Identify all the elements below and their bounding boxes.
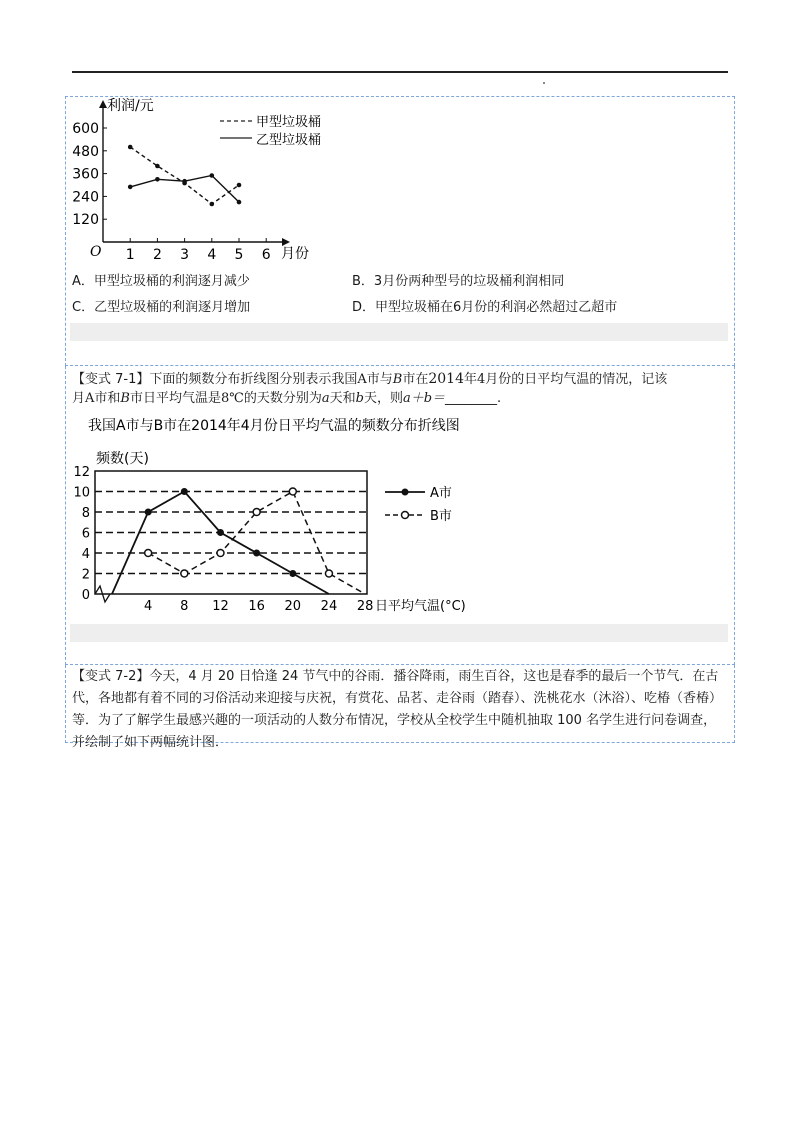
chart2-x-tick-label: 28: [356, 599, 374, 614]
answer-blank[interactable]: ________: [445, 391, 498, 406]
chart2-series-a-point: [253, 550, 260, 557]
chart2-y-tick-label: 0: [81, 588, 90, 603]
chart2-x-tick-label: 8: [180, 599, 189, 614]
chart2-y-tick-label: 12: [73, 465, 90, 480]
question-7-1-line2: [72, 388, 732, 410]
chart2-series-a-point: [181, 488, 188, 495]
q2-text-part: 月份的日平均气温的情况，记该: [485, 372, 668, 387]
q2-text-part: 月: [72, 391, 86, 406]
chart1-data-point: [128, 185, 133, 190]
chart1-data-point: [210, 202, 215, 207]
option-a[interactable]: A．甲型垃圾桶的利润逐月减少: [72, 274, 250, 289]
chart2-series-b-point: [181, 570, 188, 577]
q2-month: 4: [477, 372, 486, 387]
chart1-y-tick-label: 120: [72, 212, 99, 229]
chart2-series-a-point: [217, 529, 224, 536]
chart1-legend: [220, 114, 321, 148]
question-7-2-text: 【变式 7-2】今天，4 月 20 日恰逢 24 节气中的谷雨．播谷降雨，雨生百谷，这也是春季的最后一个节气．在古代，各地都有着不同的习俗活动来迎接与庆祝，有赏花、品茗、走谷雨（踏春）、洗桃花水（沐浴）、吃椿（香椿）等．为了了解学生最感兴趣的一项活动的人数分布情况，学校从全校学生中随机抽取 100 名学生进行问卷调查，并绘制了如下两幅统计图．: [72, 669, 723, 750]
chart2-y-tick-label: 4: [81, 547, 90, 562]
chart1-x-tick-label: 1: [125, 247, 135, 263]
q2-var-b: b: [355, 391, 364, 406]
q2-text-part: 的天数分别为: [243, 391, 322, 406]
q2-text-part: 市日平均气温是: [129, 391, 221, 406]
q2-text-part: 市在: [402, 372, 429, 387]
chart2-y-tick-label: 6: [81, 526, 90, 542]
q2-var: B: [120, 391, 130, 406]
q2-period: .: [497, 391, 502, 406]
chart2-y-axis-label: 频数(天): [96, 451, 149, 467]
chart2-series-b-line: [148, 492, 365, 595]
option-c[interactable]: C．乙型垃圾桶的利润逐月增加: [72, 300, 251, 315]
profit-line-chart: [70, 96, 350, 266]
chart2-legend: [385, 486, 452, 524]
chart2-y-tick-label: 2: [81, 567, 90, 583]
chart2-x-tick-label: 4: [144, 599, 153, 614]
chart1-x-tick-label: 2: [152, 247, 162, 263]
chart2-y-tick-label: 8: [81, 506, 90, 521]
chart1-series-line-0: [130, 147, 239, 204]
q2-text-part: 年: [464, 372, 478, 387]
chart1-origin-label: O: [90, 244, 102, 260]
chart2-series-b-point: [217, 550, 224, 557]
chart1-x-tick-label: 6: [261, 247, 271, 263]
chart1-y-tick-label: 240: [72, 189, 99, 206]
chart1-y-tick-label: 480: [72, 143, 99, 160]
q2-var: A: [357, 372, 367, 387]
chart1-x-tick-label: 3: [180, 247, 190, 263]
option-d[interactable]: D．甲型垃圾桶在6月份的利润必然超过乙超市: [352, 300, 618, 315]
chart2-series-b-point: [289, 488, 296, 495]
chart1-y-axis-label: 利润/元: [107, 98, 154, 114]
chart1-legend-yi: 乙型垃圾桶: [256, 133, 322, 148]
chart2-x-tick-label: 24: [320, 599, 338, 614]
chart2-series-b-point: [253, 509, 260, 516]
option-b[interactable]: B．3月份两种型号的垃圾桶利润相同: [352, 274, 565, 289]
chart1-x-axis-arrow: [282, 238, 290, 246]
answer-area-2: [70, 624, 728, 642]
chart1-data-point: [155, 164, 160, 169]
chart2-x-tick-label: 16: [248, 599, 265, 614]
chart2-x-tick-label: 12: [212, 599, 229, 614]
q2-var: A: [85, 391, 95, 406]
q2-var-a: a: [321, 391, 330, 406]
chart1-legend-jia: 甲型垃圾桶: [256, 115, 322, 130]
chart2-series-a-point: [145, 509, 152, 516]
q2-text-part: 天，则: [363, 391, 403, 406]
chart1-y-tick-label: 360: [72, 166, 99, 183]
chart1-data-point: [182, 179, 187, 184]
chart2-legend-a: A市: [430, 486, 452, 501]
q2-text-part: 市和: [94, 391, 121, 406]
chart2-series-a-point: [289, 570, 296, 577]
chart2-title: 我国A市与B市在2014年4月份日平均气温的频数分布折线图: [88, 418, 460, 434]
chart1-data-point: [237, 183, 242, 188]
header-dot: [543, 82, 545, 84]
chart1-x-tick-label: 5: [234, 247, 244, 263]
q2-text-part: 市与: [366, 372, 393, 387]
chart1-data-point: [128, 145, 133, 150]
q2-text-part: 【变式 7-1】下面的频数分布折线图分别表示我国: [72, 372, 358, 387]
chart2-x-tick-label: 20: [284, 599, 302, 614]
chart1-data-point: [237, 200, 242, 205]
q2-temp: 8℃: [221, 391, 244, 406]
chart1-data-point: [210, 173, 215, 178]
q2-year: 2014: [428, 371, 464, 387]
chart1-x-axis-label: 月份: [281, 246, 309, 262]
chart1-y-tick-label: 600: [72, 121, 99, 137]
temperature-frequency-chart: [70, 410, 490, 620]
chart1-x-tick-label: 4: [207, 247, 217, 263]
chart2-series-b-point: [145, 550, 152, 557]
answer-area-1: [70, 323, 728, 341]
q2-var: B: [392, 372, 403, 387]
q2-text-part: 天和: [329, 391, 356, 406]
header-rule: [72, 71, 728, 73]
chart2-x-axis-label: 日平均气温(°C): [375, 599, 466, 614]
chart1-data-point: [155, 177, 160, 182]
chart1-y-axis-arrow: [99, 100, 107, 108]
chart2-legend-b: B市: [430, 509, 452, 524]
q2-expression: a＋b＝: [402, 391, 446, 406]
chart2-series-b-point: [325, 570, 332, 577]
chart2-series-a-line: [112, 492, 329, 595]
chart2-y-tick-label: 10: [73, 485, 90, 501]
